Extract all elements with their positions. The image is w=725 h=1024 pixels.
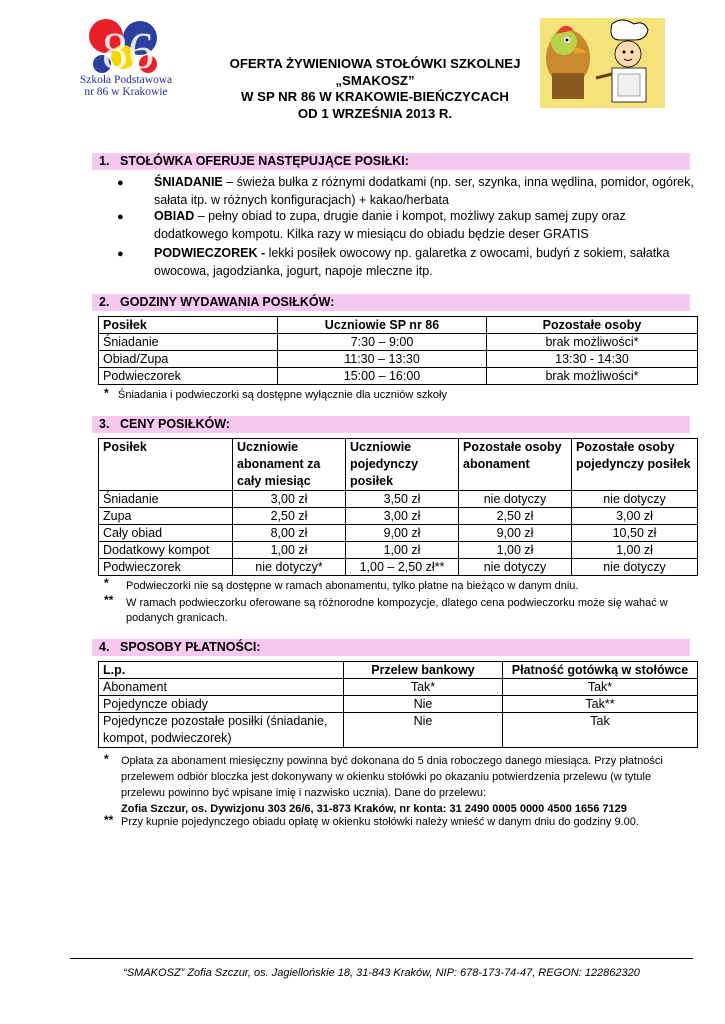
table-row [99, 713, 698, 748]
title-line: W SP NR 86 W KRAKOWIE-BIEŃCZYCACH [241, 89, 509, 104]
table-cell: Tak [503, 713, 698, 748]
table-cell: 15:00 – 16:00 [278, 368, 487, 385]
table-cell: Pojedyncze obiady [99, 696, 344, 713]
section-title: CENY POSIŁKÓW: [120, 417, 230, 431]
table-cell: 1,00 zł [233, 542, 346, 559]
table-row [99, 525, 698, 542]
table-cell: Śniadanie [99, 491, 233, 508]
bullet-icon: ● [117, 211, 124, 223]
footnote: przelewu powinno być wpisane imię i nazwisko ucznia). Dane do przelewu: [121, 787, 487, 799]
column-header: Płatność gotówką w stołówce [503, 662, 698, 679]
footnote: W ramach podwieczorku oferowane są różnorodne kompozycje, dlatego cena podwieczorku może się wahać w [126, 597, 668, 609]
table-row [99, 696, 698, 713]
table-cell: 3,50 zł [346, 491, 459, 508]
table-cell: nie dotyczy [459, 491, 572, 508]
footer-divider [70, 958, 693, 959]
footnote-marker: * [104, 386, 109, 400]
footnote: Przy kupnie pojedynczego obiadu opłatę w okienku stołówki należy wnieść w danym dniu do godziny 9.00. [121, 816, 639, 828]
column-header: Posiłek [99, 439, 233, 491]
list-item [154, 245, 694, 280]
table-row [99, 679, 698, 696]
hours-table [98, 316, 698, 385]
footnote-marker: ** [104, 593, 114, 607]
table-cell: Dodatkowy kompot [99, 542, 233, 559]
footnote: przelewem odbiór bloczka jest dokonywany w okienku stołówki po okazaniu potwierdzenia przelewu (w tytule [121, 771, 652, 783]
table-cell: 2,50 zł [459, 508, 572, 525]
table-cell: 11:30 – 13:30 [278, 351, 487, 368]
table-cell: nie dotyczy [572, 559, 698, 576]
section-3-header [92, 416, 690, 433]
table-cell: 1,00 zł [346, 542, 459, 559]
footnote: podanych granicach. [126, 612, 228, 624]
table-row [99, 491, 698, 508]
table-header-row [99, 439, 698, 491]
column-header: Uczniowie abonament za cały miesiąc [233, 439, 346, 491]
table-cell: 8,00 zł [233, 525, 346, 542]
table-cell: Obiad/Zupa [99, 351, 278, 368]
list-item [154, 208, 694, 243]
column-header: Uczniowie pojedynczy posiłek [346, 439, 459, 491]
page-title [190, 56, 560, 122]
table-cell: Abonament [99, 679, 344, 696]
table-cell: 10,50 zł [572, 525, 698, 542]
table-header-row [99, 662, 698, 679]
footnote: Podwieczorki nie są dostępne w ramach abonamentu, tylko płatne na bieżąco w danym dniu. [126, 580, 579, 592]
meal-description: lekki posiłek owocowy np. galaretka z owocami, budyń z sokiem, sałatka owocowa, jagodzianka, jogurt, napoje mleczne itp. [154, 246, 670, 278]
footnote-marker: * [104, 752, 109, 766]
footnote-marker: ** [104, 813, 114, 827]
table-row [99, 368, 698, 385]
table-row [99, 508, 698, 525]
table-cell: nie dotyczy [572, 491, 698, 508]
column-header: Pozostałe osoby abonament [459, 439, 572, 491]
bullet-icon: ● [117, 177, 124, 189]
meal-description: – świeża bułka z różnymi dodatkami (np. ser, szynka, inna wędlina, pomidor, ogórek, sałata itp. w różnych konfiguracjach) + kakao/herbata [154, 175, 694, 207]
footnote-marker: * [104, 576, 109, 590]
bullet-icon: ● [117, 248, 124, 260]
table-cell: 1,00 zł [572, 542, 698, 559]
chef-mascot-illustration [540, 18, 665, 108]
logo-line2: nr 86 w Krakowie [84, 86, 168, 98]
table-row [99, 351, 698, 368]
section-number: 3. [99, 417, 110, 431]
table-cell: nie dotyczy* [233, 559, 346, 576]
footnote: Opłata za abonament miesięczny powinna być dokonana do 5 dnia roboczego danego miesiąca. Przy płatności [121, 755, 663, 767]
section-number: 2. [99, 295, 110, 309]
meal-name: ŚNIADANIE [154, 175, 223, 189]
table-cell: 3,00 zł [572, 508, 698, 525]
table-header-row [99, 317, 698, 334]
section-title: STOŁÓWKA OFERUJE NASTĘPUJĄCE POSIŁKI: [120, 154, 409, 168]
table-cell: 1,00 – 2,50 zł** [346, 559, 459, 576]
column-header: Uczniowie SP nr 86 [278, 317, 487, 334]
section-title: SPOSOBY PŁATNOŚCI: [120, 640, 261, 654]
meal-name: OBIAD [154, 209, 195, 223]
meal-description: – pełny obiad to zupa, drugie danie i kompot, możliwy zakup samej zupy oraz dodatkowego kompotu. Kilka razy w miesiącu do obiadu będzie deser GRATIS [154, 209, 626, 241]
section-number: 4. [99, 640, 110, 654]
section-1-header [92, 153, 690, 170]
title-line: „SMAKOSZ” [335, 72, 415, 88]
table-cell: 13:30 - 14:30 [487, 351, 698, 368]
column-header: Posiłek [99, 317, 278, 334]
table-cell: Pojedyncze pozostałe posiłki (śniadanie, kompot, podwieczorek) [99, 713, 344, 748]
table-cell: 7:30 – 9:00 [278, 334, 487, 351]
table-cell: Podwieczorek [99, 368, 278, 385]
table-cell: Podwieczorek [99, 559, 233, 576]
section-4-header [92, 639, 690, 656]
table-cell: nie dotyczy [459, 559, 572, 576]
section-number: 1. [99, 154, 110, 168]
page-footer: “SMAKOSZ” Zofia Szczur, os. Jagiellońskie 18, 31-843 Kraków, NIP: 678-173-74-47, REGON: 122862320 [123, 967, 640, 979]
table-cell: Tak** [503, 696, 698, 713]
title-line: OFERTA ŻYWIENIOWA STOŁÓWKI SZKOLNEJ [229, 56, 521, 71]
column-header: L.p. [99, 662, 344, 679]
table-cell: 2,50 zł [233, 508, 346, 525]
prices-table [98, 438, 698, 576]
table-cell: Zupa [99, 508, 233, 525]
column-header: Pozostałe osoby [487, 317, 698, 334]
meal-name: PODWIECZOREK - [154, 246, 266, 260]
payment-table [98, 661, 698, 748]
table-cell: brak możliwości* [487, 368, 698, 385]
table-cell: Cały obiad [99, 525, 233, 542]
table-cell: 1,00 zł [459, 542, 572, 559]
table-cell: 3,00 zł [233, 491, 346, 508]
section-title: GODZINY WYDAWANIA POSIŁKÓW: [120, 295, 335, 309]
table-row [99, 334, 698, 351]
table-cell: 9,00 zł [459, 525, 572, 542]
table-cell: Nie [344, 696, 503, 713]
title-line: OD 1 WRZEŚNIA 2013 R. [297, 105, 453, 121]
table-row [99, 559, 698, 576]
section-2-header [92, 294, 690, 311]
table-cell: Śniadanie [99, 334, 278, 351]
table-row [99, 542, 698, 559]
table-cell: 3,00 zł [346, 508, 459, 525]
logo-digits: 86 [102, 23, 154, 80]
column-header: Przelew bankowy [344, 662, 503, 679]
table-cell: Tak* [503, 679, 698, 696]
list-item [154, 174, 694, 209]
column-header: Pozostałe osoby pojedynczy posiłek [572, 439, 698, 491]
logo-line1: Szkoła Podstawowa [79, 74, 173, 86]
table-cell: 9,00 zł [346, 525, 459, 542]
table-cell: Nie [344, 713, 503, 748]
footnote: Śniadania i podwieczorki są dostępne wyłącznie dla uczniów szkoły [118, 389, 447, 401]
table-cell: Tak* [344, 679, 503, 696]
logo-text [56, 74, 196, 98]
bank-details: Zofia Szczur, os. Dywizjonu 303 26/6, 31-873 Kraków, nr konta: 31 2490 0005 0000 4500 1656 7129 [121, 803, 627, 815]
table-cell: brak możliwości* [487, 334, 698, 351]
